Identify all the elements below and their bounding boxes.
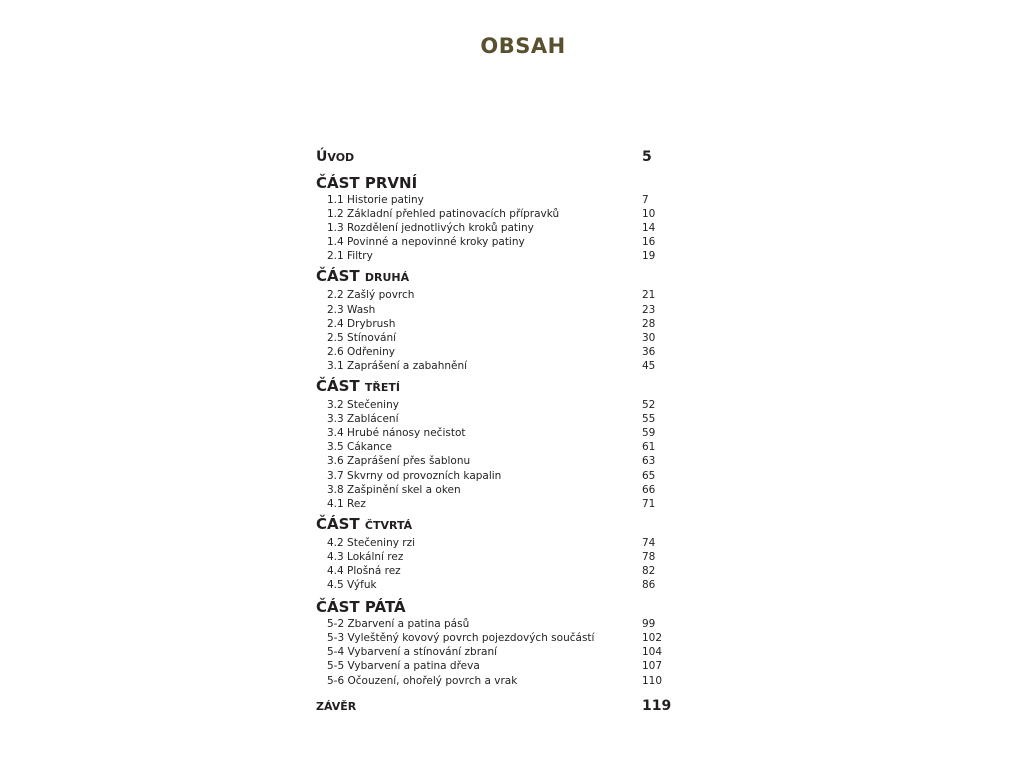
toc-entry-label: 5-2 Zbarvení a patina pásů [327,618,470,631]
toc-entry[interactable] [316,426,676,440]
toc-part-label [316,598,406,616]
toc-entry-page: 65 [642,469,656,482]
toc-entry[interactable] [316,412,676,426]
toc-entry-page: 14 [642,222,656,235]
toc-entry-label: 3.6 Zaprášení přes šablonu [327,455,471,468]
toc-entry[interactable] [316,249,676,263]
toc-part-main: ČÁST [316,514,360,533]
toc-intro-row[interactable] [316,148,676,168]
toc-entry-page: 63 [642,455,656,468]
toc-entry[interactable] [316,454,676,468]
toc-entry-label: 3.5 Cákance [327,441,393,454]
toc-entry[interactable] [316,659,676,673]
table-of-contents [316,146,676,717]
toc-entry-label: 3.2 Stečeniny [327,399,399,412]
toc-entry[interactable] [316,345,676,359]
toc-entry[interactable] [316,564,676,578]
toc-entry[interactable] [316,536,676,550]
toc-entry-label: 3.7 Skvrny od provozních kapalin [327,469,502,482]
toc-entry-page: 30 [642,331,656,344]
toc-intro-initial: Ú [316,149,328,165]
toc-part-label [316,515,412,535]
toc-entry-page: 21 [642,289,656,302]
toc-part-heading [316,173,676,193]
toc-entry-page: 107 [642,660,663,673]
toc-entry[interactable] [316,578,676,592]
toc-entry-label: 2.2 Zašlý povrch [327,289,415,302]
toc-part-suffix: ČTVRTÁ [364,518,413,532]
toc-entry-label: 2.6 Odřeniny [327,345,395,358]
toc-entry-page: 110 [642,674,663,687]
toc-entry-label: 5-3 Vyleštěný kovový povrch pojezdových součástí [327,632,595,645]
toc-entry-page: 10 [642,208,656,221]
toc-entry[interactable] [316,317,676,331]
toc-entry-page: 55 [642,413,656,426]
toc-entry[interactable] [316,331,676,345]
toc-part-main: ČÁST [316,598,360,617]
toc-entry-page: 28 [642,317,656,330]
toc-part-main: ČÁST [316,174,360,192]
toc-entry-page: 82 [642,564,656,577]
toc-entry-page: 52 [642,399,656,412]
toc-entry[interactable] [316,440,676,454]
toc-entry-label: 4.5 Výfuk [327,579,377,592]
toc-entry-label: 1.1 Historie patiny [327,194,424,206]
toc-entry[interactable] [316,359,676,373]
toc-entry-label: 2.3 Wash [327,303,376,316]
toc-entry-label: 3.3 Zablácení [327,413,399,426]
toc-part-label [316,267,409,287]
toc-entry-page: 7 [642,194,649,206]
toc-part-main: ČÁST [316,267,360,286]
toc-entry-label: 4.2 Stečeniny rzi [327,536,416,549]
toc-intro-page: 5 [642,149,652,165]
toc-conclusion-page: 119 [642,697,672,714]
toc-entry-page: 102 [642,632,663,645]
toc-intro-rest: VOD [327,151,355,164]
toc-entry[interactable] [316,193,676,207]
toc-entry-page: 61 [642,441,656,454]
toc-entry[interactable] [316,221,676,235]
toc-entry-label: 2.5 Stínování [327,331,397,344]
toc-entry[interactable] [316,303,676,317]
toc-entry-label: 2.1 Filtry [327,250,373,263]
toc-entry[interactable] [316,631,676,645]
toc-entry[interactable] [316,235,676,249]
toc-entry-page: 71 [642,497,656,510]
toc-conclusion-label: ZÁVĚR [316,699,357,713]
toc-entry-page: 19 [642,250,656,263]
toc-entry[interactable] [316,617,676,631]
toc-part-suffix: PRVNÍ [364,174,418,192]
toc-entry-label: 1.3 Rozdělení jednotlivých kroků patiny [327,222,534,235]
toc-entry-page: 36 [642,345,656,358]
toc-entry-label: 4.4 Plošná rez [327,564,401,577]
toc-entry-page: 66 [642,483,656,496]
toc-entry-page: 59 [642,427,656,440]
toc-entry-page: 74 [642,536,656,549]
toc-entry-page: 86 [642,579,656,592]
toc-part-label [316,174,417,192]
toc-entry-label: 2.4 Drybrush [327,317,396,330]
toc-entry[interactable] [316,497,676,511]
toc-entry[interactable] [316,674,676,688]
toc-entry-label: 4.3 Lokální rez [327,550,404,563]
toc-entry-page: 99 [642,618,656,631]
toc-entry-label: 1.2 Základní přehled patinovacích přípravků [327,208,560,221]
toc-entry-label: 3.8 Zašpinění skel a oken [327,483,461,496]
toc-part-main: ČÁST [316,377,360,396]
toc-entry[interactable] [316,550,676,564]
toc-entry-label: 5-4 Vybarvení a stínování zbraní [327,646,498,659]
toc-entry[interactable] [316,288,676,302]
toc-entry[interactable] [316,398,676,412]
toc-part-heading [316,378,676,398]
toc-entry-page: 45 [642,359,656,372]
toc-part-suffix: DRUHÁ [364,271,410,285]
toc-entry-label: 4.1 Rez [327,497,366,510]
toc-part-heading [316,268,676,288]
toc-entry-label: 3.1 Zaprášení a zabahnění [327,359,468,372]
toc-entry-page: 23 [642,303,656,316]
toc-entry[interactable] [316,207,676,221]
toc-entry-page: 78 [642,550,656,563]
toc-entry[interactable] [316,645,676,659]
page-title: OBSAH [480,34,566,58]
toc-entry[interactable] [316,483,676,497]
toc-part-label [316,377,400,397]
toc-entry-label: 5-6 Očouzení, ohořelý povrch a vrak [327,674,518,687]
toc-entry-label: 3.4 Hrubé nánosy nečistot [327,427,466,440]
toc-intro-label [316,148,354,167]
toc-part-heading [316,516,676,536]
toc-entry-page: 16 [642,236,656,249]
toc-part-suffix: PÁTÁ [364,598,406,617]
toc-entry-label: 5-5 Vybarvení a patina dřeva [327,660,480,673]
toc-part-suffix: TŘETÍ [364,381,400,395]
toc-part-heading [316,597,676,617]
toc-entry[interactable] [316,469,676,483]
toc-entry-label: 1.4 Povinné a nepovinné kroky patiny [327,236,525,249]
toc-entry-page: 104 [642,646,663,659]
toc-conclusion-row[interactable] [316,697,676,717]
